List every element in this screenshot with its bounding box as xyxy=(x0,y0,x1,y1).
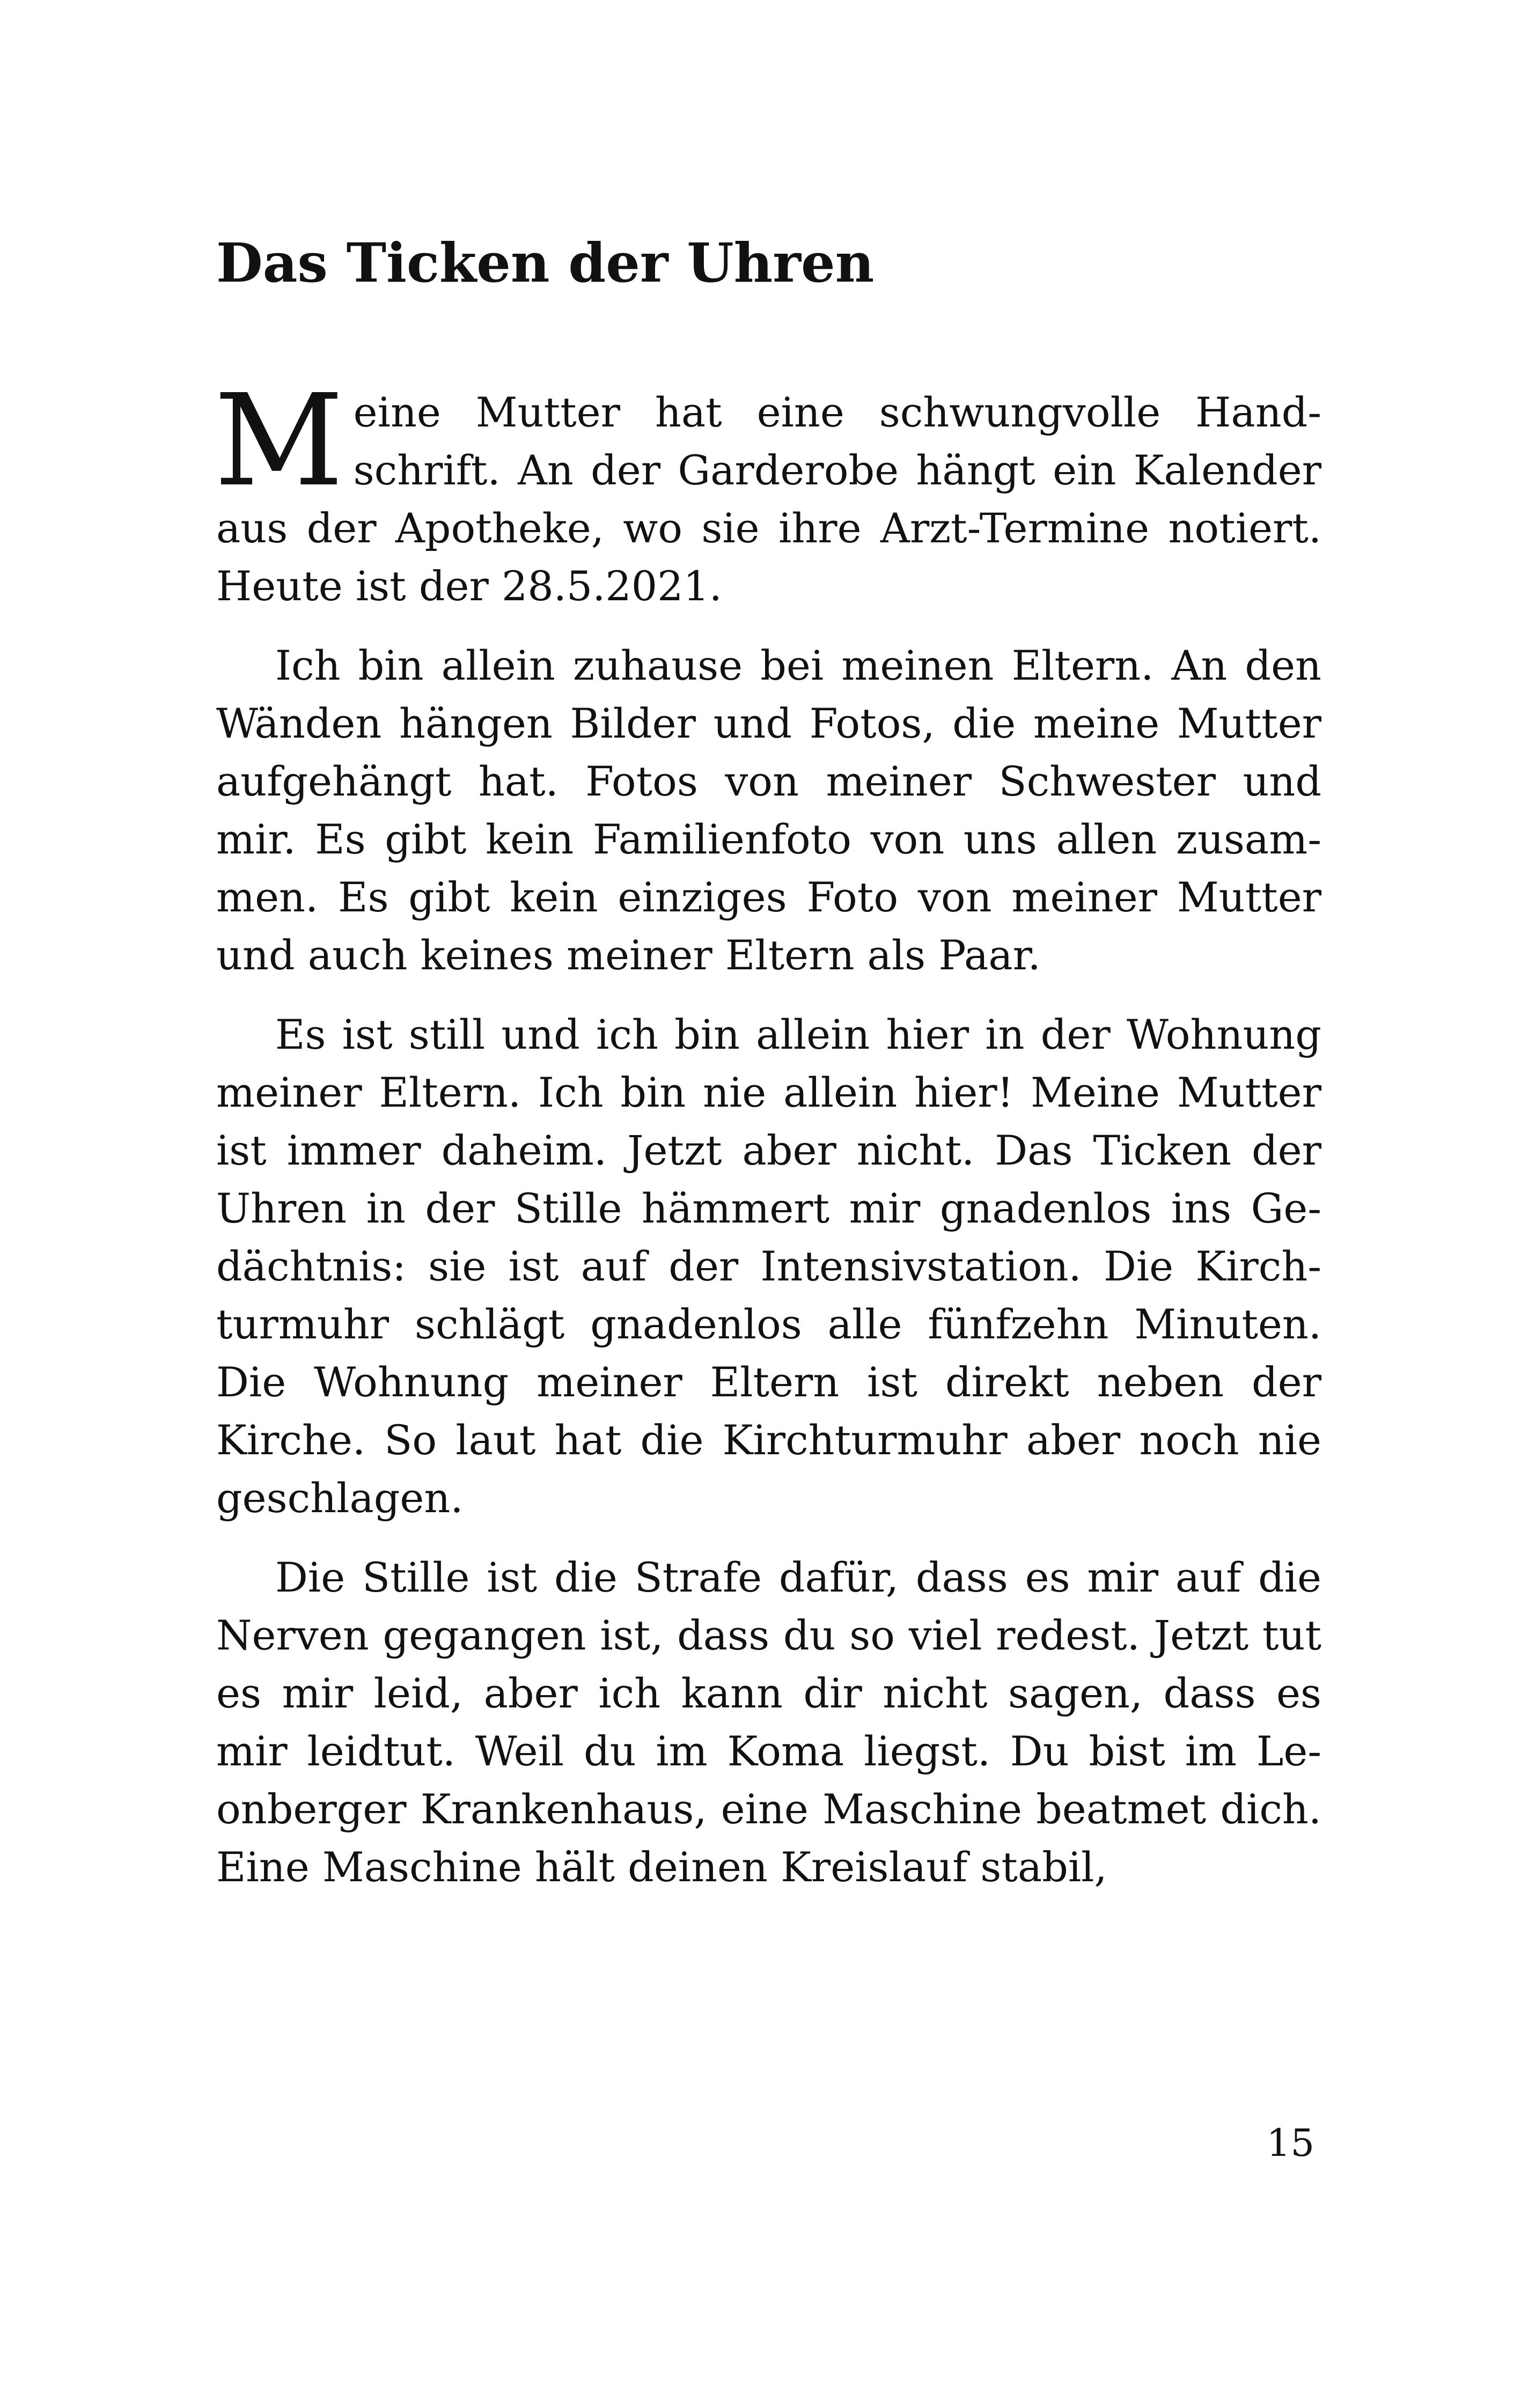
paragraph-3: Es ist still und ich bin allein hier in der Wohnung meiner Eltern. Ich bin nie allein hier! Meine Mutter ist immer daheim. Jetzt aber nicht. Das Ticken der Uhren in der Stille hämmert mir gnadenlos ins Gedächtnis: sie ist auf der Intensivstation. Die Kirchturmuhr schlägt gnadenlos alle fünfzehn Minuten. Die Wohnung meiner Eltern ist direkt neben der Kirche. So laut hat die Kirchturmuhr aber noch nie geschlagen. xyxy=(216,1011,1321,1522)
paragraph-4: Die Stille ist die Strafe dafür, dass es mir auf die Nerven gegangen ist, dass du so viel redest. Jetzt tut es mir leid, aber ich kann dir nicht sagen, dass es mir leidtut. Weil du im Koma liegst. Du bist im Leonberger Krankenhaus, eine Maschine beatmet dich. Eine Maschine hält deinen Kreislauf stabil, xyxy=(216,1553,1321,1891)
drop-cap: M xyxy=(214,367,344,514)
paragraph-1 xyxy=(214,367,1321,615)
paragraph-2: Ich bin allein zuhause bei meinen Eltern. An den Wänden hängen Bilder und Fotos, die meine Mutter aufgehängt hat. Fotos von meiner Schwester und mir. Es gibt kein Familienfoto von uns allen zusammen. Es gibt kein einziges Foto von meiner Mutter und auch keines meiner Eltern als Paar. xyxy=(216,642,1321,979)
chapter-title: Das Ticken der Uhren xyxy=(216,231,875,294)
chapter-body xyxy=(214,367,1321,1896)
page-number: 15 xyxy=(1266,2121,1314,2165)
paragraph-1-text: eine Mutter hat eine schwungvolle Handschrift. An der Garderobe hängt ein Kalender aus der Apotheke, wo sie ihre Arzt-Termine notiert. Heute ist der 28.5.2021. xyxy=(216,388,1321,610)
